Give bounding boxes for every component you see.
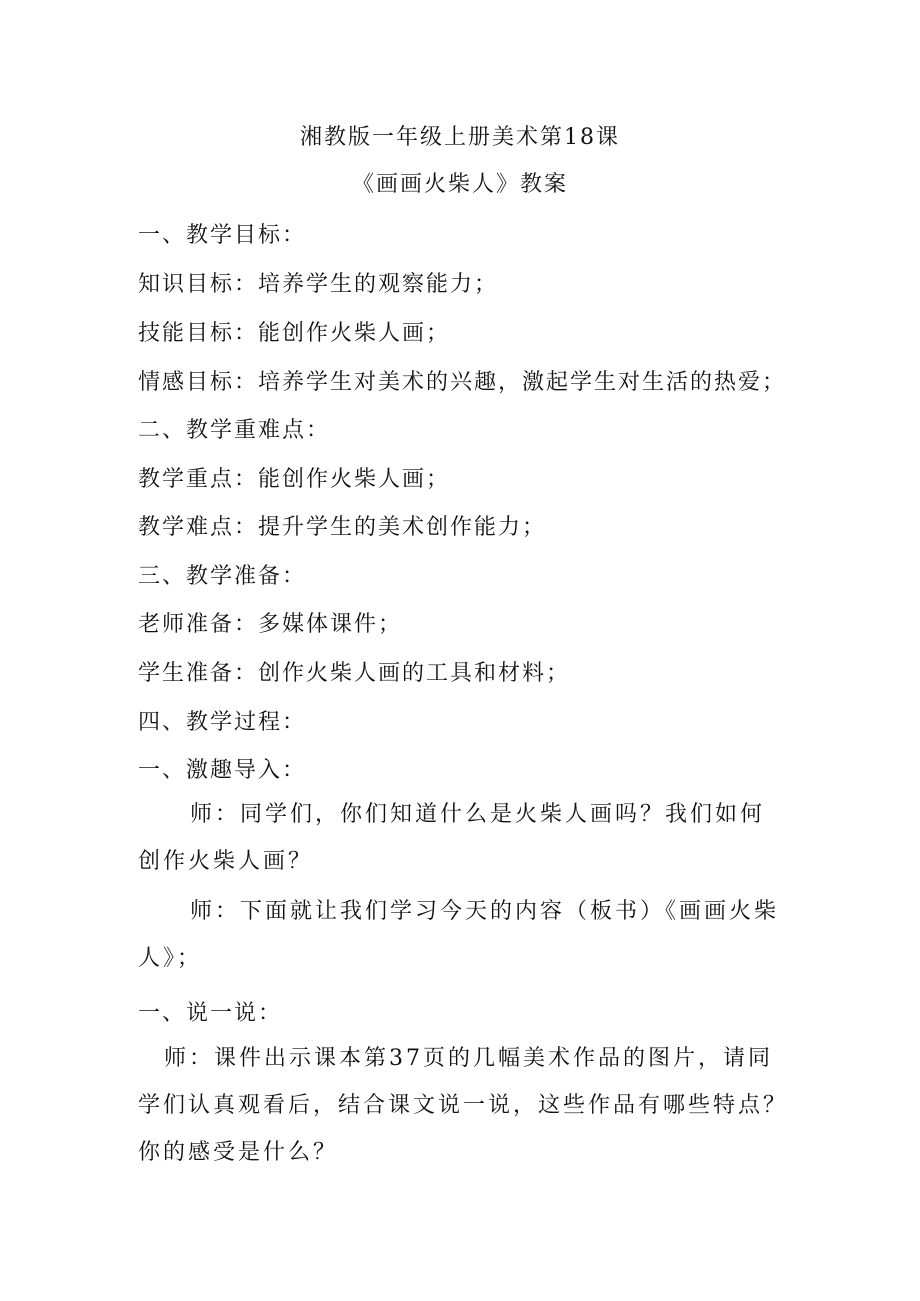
document-title-line1: 湘教版一年级上册美术第18课 bbox=[300, 125, 620, 150]
step-heading-discussion: 一、说一说： bbox=[138, 1001, 283, 1026]
section-heading-process: 四、教学过程： bbox=[138, 710, 307, 735]
key-point-focus: 教学重点：能创作火柴人画； bbox=[138, 467, 451, 492]
preparation-teacher: 老师准备：多媒体课件； bbox=[138, 612, 403, 637]
step-heading-introduction: 一、激趣导入： bbox=[138, 758, 307, 783]
discussion-paragraph-1: 师：课件出示课本第37页的几幅美术作品的图片，请同学们认真观看后，结合课文说一说，这些作品有哪些特点？你的感受是什么？ bbox=[138, 1046, 789, 1165]
objective-skill: 技能目标：能创作火柴人画； bbox=[138, 321, 451, 346]
key-point-difficulty: 教学难点：提升学生的美术创作能力； bbox=[138, 515, 547, 540]
section-heading-preparation: 三、教学准备： bbox=[138, 564, 307, 589]
objective-knowledge: 知识目标：培养学生的观察能力； bbox=[138, 272, 499, 297]
introduction-paragraph-1: 师：同学们，你们知道什么是火柴人画吗？我们如何创作火柴人画？ bbox=[138, 802, 766, 874]
section-heading-key-points: 二、教学重难点： bbox=[138, 418, 331, 443]
section-heading-objectives: 一、教学目标： bbox=[138, 223, 307, 248]
document-title-line2: 《画画火柴人》教案 bbox=[351, 172, 568, 197]
preparation-student: 学生准备：创作火柴人画的工具和材料； bbox=[138, 661, 571, 686]
introduction-paragraph-2: 师：下面就让我们学习今天的内容（板书）《画画火柴人》； bbox=[138, 899, 780, 971]
objective-emotion: 情感目标：培养学生对美术的兴趣，激起学生对生活的热爱； bbox=[138, 370, 787, 395]
